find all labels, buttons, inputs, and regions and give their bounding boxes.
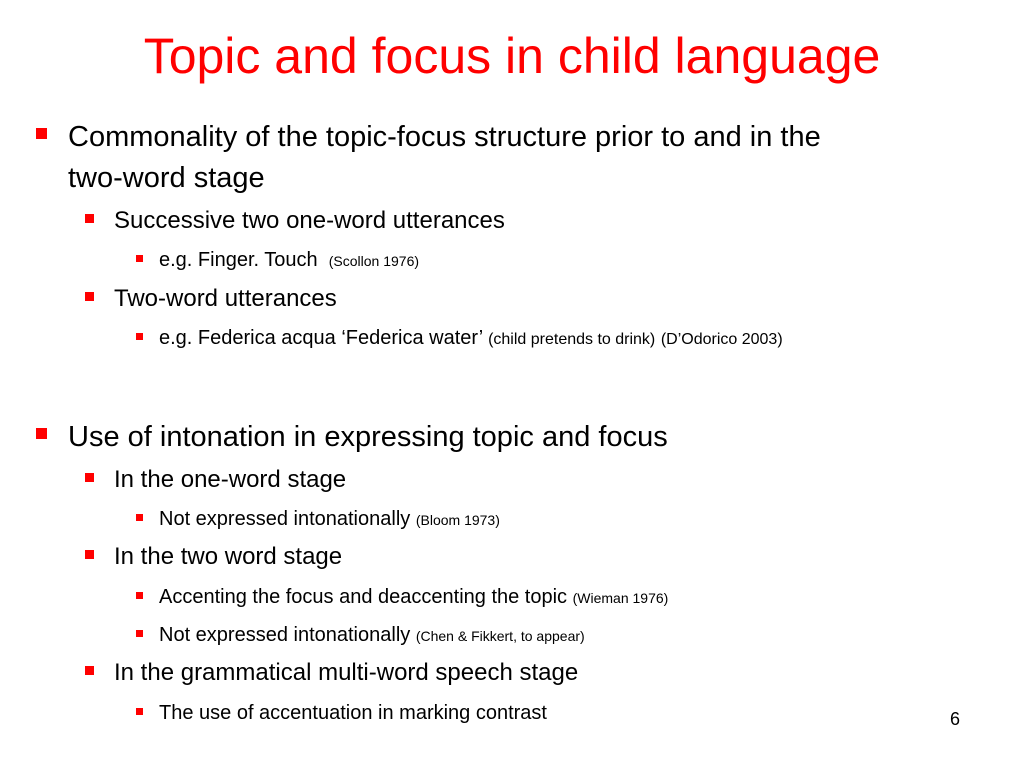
item-text: Accenting the focus and deaccenting the topic (159, 586, 568, 608)
bullet-square-icon (136, 708, 143, 715)
section2-sub1-item1 (159, 506, 500, 533)
example-text: e.g. Finger. Touch (159, 249, 318, 271)
section1-sub2-example (159, 325, 783, 353)
citation: (D’Odorico 2003) (660, 331, 783, 348)
bullet-square-icon (136, 255, 143, 262)
citation: (Bloom 1973) (415, 512, 500, 528)
item-text: Not expressed intonationally (159, 624, 411, 646)
bullet-square-icon (136, 630, 143, 637)
section2-heading: Use of intonation in expressing topic and focus (68, 421, 668, 453)
item-text: Not expressed intonationally (159, 508, 411, 530)
bullet-square-icon (85, 550, 94, 559)
section1-sub1: Successive two one-word utterances (114, 207, 505, 234)
section2-sub2-item1 (159, 584, 668, 611)
example-text: e.g. Federica acqua ‘Federica water’ (159, 327, 483, 349)
section1-sub2: Two-word utterances (114, 285, 337, 312)
bullet-square-icon (85, 292, 94, 301)
bullet-square-icon (36, 128, 47, 139)
bullet-square-icon (136, 514, 143, 521)
bullet-square-icon (136, 592, 143, 599)
citation: (Chen & Fikkert, to appear) (415, 628, 585, 644)
section2-sub3-item1: The use of accentuation in marking contrast (159, 702, 547, 724)
bullet-square-icon (85, 473, 94, 482)
citation: (Wieman 1976) (572, 590, 669, 606)
example-note: (child pretends to drink) (488, 331, 656, 348)
bullet-square-icon (36, 428, 47, 439)
slide-title: Topic and focus in child language (143, 28, 881, 84)
section2-sub1: In the one-word stage (114, 466, 347, 493)
section1-sub1-example (159, 247, 419, 274)
section1-heading-line1: Commonality of the topic-focus structure prior to and in the (68, 121, 821, 153)
bullet-square-icon (85, 214, 94, 223)
section2-sub3: In the grammatical multi-word speech stage (114, 659, 579, 686)
page-number: 6 (950, 709, 961, 729)
section1-heading-line2: two-word stage (68, 162, 265, 194)
bullet-square-icon (85, 666, 94, 675)
bullet-square-icon (136, 333, 143, 340)
citation: (Scollon 1976) (328, 253, 420, 269)
section2-sub2-item2 (159, 622, 585, 649)
section2-sub2: In the two word stage (114, 543, 343, 570)
